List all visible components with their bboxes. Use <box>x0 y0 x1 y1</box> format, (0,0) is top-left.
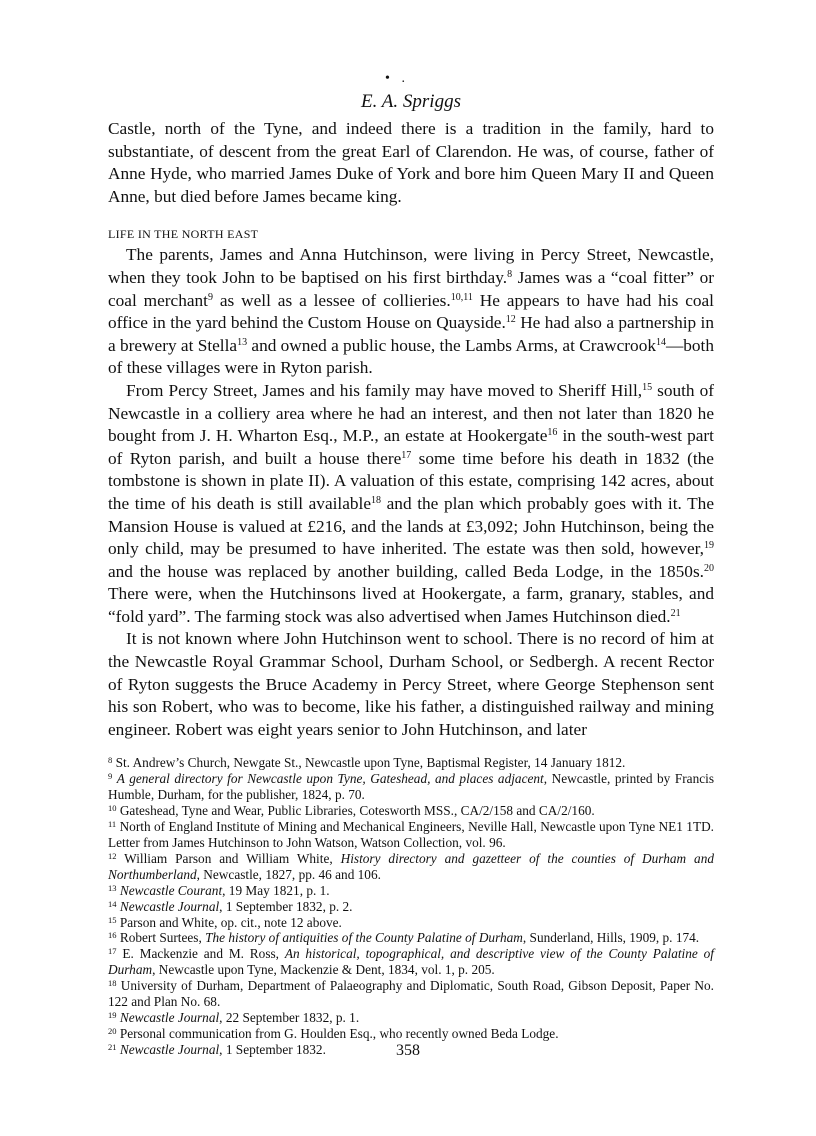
paragraph-intro: Castle, north of the Tyne, and indeed there is a tradition in the family, hard to substantiate, of descent from the great Earl of Clarendon. He was, of course, father of Anne Hyde, who married James Duke of York and bore him Queen Mary II and Queen Anne, but died before James became king. <box>108 119 714 206</box>
footnote-ref: 10,11 <box>450 291 473 303</box>
footnote-ref: 21 <box>670 607 681 619</box>
footnote: $^{11}$ North of England Institute of Mining and Mechanical Engineers, Neville Hall, Newcastle upon Tyne NE1 1TD. Letter from James Hutchinson to John Watson, Watson Collection, vol. 96. <box>108 819 714 850</box>
footnote: $^{12}$ William Parson and William White, History directory and gazetteer of the counties of Durham and Northumberland, Newcastle, 1827, pp. 46 and 106. <box>108 850 715 882</box>
running-head: E. A. Spriggs <box>361 91 461 112</box>
page-number: 358 <box>396 1042 420 1059</box>
footnote-ref: 14 <box>655 336 666 348</box>
footnote-ref: 18 <box>371 494 382 506</box>
footnote-ref: 12 <box>505 314 516 326</box>
footnote-ref: 19 <box>704 540 714 552</box>
header-ornament: • . <box>385 71 409 86</box>
footnote-ref: 20 <box>704 562 714 574</box>
footnote: $^9$ A general directory for Newcastle upon Tyne, Gateshead, and places adjacent, Newcastle, printed by Francis Humble, Durham, for the publisher, 1824, p. 70. <box>108 771 714 803</box>
footnote: $^{15}$ Parson and White, op. cit., note 12 above. <box>108 914 342 930</box>
paragraph-hookergate: From Percy Street, James and his family may have moved to Sheriff Hill,$^{15}$ south of Newcastle in a colliery area where he had an interest, and then not later than 1820 he bought from J. H. Wharton Esq., M.P., an estate at Hookergate$^{16}$ in the south-west part of Ryton parish, and built a house there$^{17}$ some time before his death in 1832 (the tombstone is shown in plate II). A valuation of this estate, comprising 142 acres, about the time of his death is still available$^{18}$ and the plan which probably goes with it. The Mansion House is valued at £216, and the lands at £3,092; John Hutchinson, being the only child, may be presumed to have inherited. The estate was then sold, however,$^{19}$ and the house was replaced by another building, called Beda Lodge, in the 1850s.$^{20}$ There were, when the Hutchinsons lived at Hookergate, a farm, granary, stables, and “fold yard”. The farming stock was also advertised when James Hutchinson died.$^{21}$ <box>108 380 714 626</box>
section-heading: LIFE IN THE NORTH EAST <box>108 227 259 242</box>
footnote-ref: 16 <box>547 427 558 439</box>
footnote-ref: 13 <box>237 336 248 348</box>
footnote: $^{20}$ Personal communication from G. Houlden Esq., who recently owned Beda Lodge. <box>108 1025 559 1041</box>
footnote: $^{13}$ Newcastle Courant, 19 May 1821, p. 1. <box>108 882 330 898</box>
footnote: $^{19}$ Newcastle Journal, 22 September 1832, p. 1. <box>108 1009 360 1025</box>
footnote-ref: 17 <box>401 449 412 461</box>
page <box>108 72 714 1058</box>
footnotes <box>108 755 714 1057</box>
footnote: $^{18}$ University of Durham, Department of Palaeography and Diplomatic, South Road, Gibson Deposit, Paper No. 122 and Plan No. 68. <box>108 978 714 1010</box>
footnote: $^{14}$ Newcastle Journal, 1 September 1832, p. 2. <box>108 898 353 914</box>
footnote: $^{17}$ E. Mackenzie and M. Ross, An historical, topographical, and descriptive view of the County Palatine of Durham, Newcastle upon Tyne, Mackenzie & Dent, 1834, vol. 1, p. 205. <box>108 946 714 978</box>
footnote: $^{21}$ Newcastle Journal, 1 September 1832. <box>108 1041 326 1057</box>
paragraph-parents: The parents, James and Anna Hutchinson, were living in Percy Street, Newcastle, when they took John to be baptised on his first birthday.$^8$ James was a “coal fitter” or coal merchant$^9$ as well as a lessee of collieries.$^{10,11}$ He appears to have had his coal office in the yard behind the Custom House on Quayside.$^{12}$ He had also a partnership in a brewery at Stella$^{13}$ and owned a public house, the Lambs Arms, at Crawcrook$^{14}$—both of these villages were in Ryton parish. <box>108 245 714 378</box>
footnote-ref: 9 <box>207 291 213 303</box>
footnote-ref: 8 <box>507 268 513 280</box>
paragraph-school: It is not known where John Hutchinson went to school. There is no record of him at the Newcastle Royal Grammar School, Durham School, or Sedbergh. A recent Rector of Ryton suggests the Bruce Academy in Percy Street, where George Stephenson sent his son Robert, who was to become, like his father, a distinguished railway and mining engineer. Robert was eight years senior to John Hutchinson, and later <box>108 629 714 739</box>
footnote: $^{16}$ Robert Surtees, The history of antiquities of the County Palatine of Durham, Sunderland, Hills, 1909, p. 174. <box>108 930 700 946</box>
footnote: $^8$ St. Andrew’s Church, Newgate St., Newcastle upon Tyne, Baptismal Register, 14 January 1812. <box>108 755 626 771</box>
footnote: $^{10}$ Gateshead, Tyne and Wear, Public Libraries, Cotesworth MSS., CA/2/158 and CA/2/160. <box>108 803 595 819</box>
footnote-ref: 15 <box>642 381 653 393</box>
